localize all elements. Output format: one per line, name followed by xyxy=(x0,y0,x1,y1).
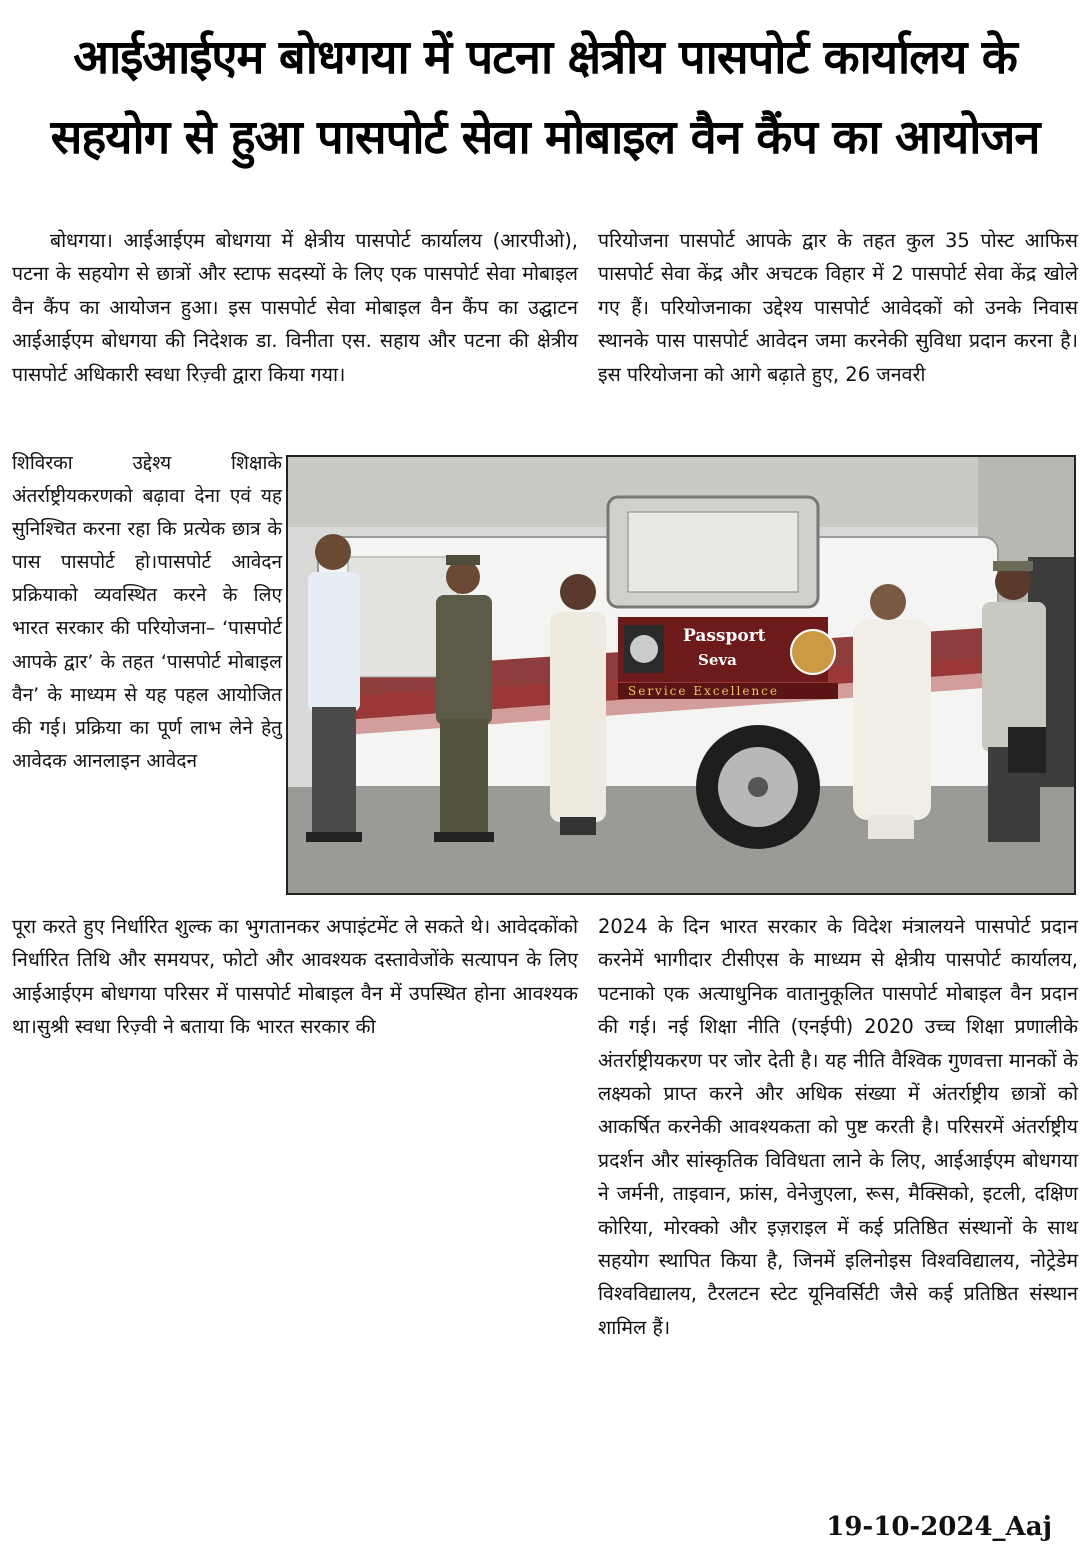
person-3 xyxy=(550,574,606,835)
article-paragraph: शिविरका उद्देश्य शिक्षाके अंतर्राष्ट्रीयकरणको बढ़ावा देना एवं यह सुनिश्चित करना रहा कि प्रत्येक छात्र के पास पासपोर्ट हो।पासपोर्ट आवेदन प्रक्रियाको व्यवस्थित करने के लिए भारत सरकार की परियोजना– ‘पासपोर्ट आपके द्वार’ के तहत ‘पासपोर्ट मोबाइल वैन’ के माध्यम से यह पहल आयोजित की गई। प्रक्रिया का पूर्ण लाभ लेने हेतु आवेदक आनलाइन आवेदन xyxy=(12,452,282,772)
article-paragraph: परियोजना पासपोर्ट आपके द्वार के तहत कुल 35 पोस्ट आफिस पासपोर्ट सेवा केंद्र और अचटक विहार में 2 पासपोर्ट सेवा केंद्र खोले गए हैं। परियोजनाका उद्देश्य पासपोर्ट आवेदकों को उनके निवास स्थानके पास पासपोर्ट आवेदन जमा करनेकी सुविधा प्रदान करना है। इस परियोजना को आगे बढ़ाते हुए, 26 जनवरी xyxy=(598,229,1078,386)
person-2 xyxy=(434,555,494,842)
person-4 xyxy=(853,584,931,839)
van-stripe-text: Service Excellence xyxy=(628,684,779,698)
person-1 xyxy=(306,534,362,842)
article-paragraph: बोधगया। आईआईएम बोधगया में क्षेत्रीय पासपोर्ट कार्यालय (आरपीओ), पटना के सहयोग से छात्रों और स्टाफ सदस्यों के लिए एक पासपोर्ट सेवा मोबाइल वैन कैंप का आयोजन हुआ। इस पासपोर्ट सेवा मोबाइल वैन कैंप का उद्घाटन आईआईएम बोधगया की निदेशक डा. विनीता एस. सहाय और पटना की क्षेत्रीय पासपोर्ट अधिकारी स्वधा रिज़्वी द्वारा किया गया। xyxy=(12,229,578,386)
passport-van-photo xyxy=(288,457,1074,893)
article-left-bottom xyxy=(12,910,578,1044)
article-left-top xyxy=(12,224,578,391)
person-5 xyxy=(982,561,1046,842)
headline-line-2: सहयोग से हुआ पासपोर्ट सेवा मोबाइल वैन कैंप का आयोजन xyxy=(50,110,1040,165)
article-paragraph: पूरा करते हुए निर्धारित शुल्क का भुगतानकर अपाइंटमेंट ले सकते थे। आवेदकोंको निर्धारित तिथि और समयपर, फोटो और आवश्यक दस्तावेजोंके सत्यापन के लिए आईआईएम बोधगया परिसर में पासपोर्ट मोबाइल वैन में उपस्थित होना आवश्यक था।सुश्री स्वधा रिज़्वी ने बताया कि भारत सरकार की xyxy=(12,915,578,1039)
van-sign-title: Passport xyxy=(683,626,766,646)
headline xyxy=(10,18,1080,178)
van-sign-subtitle: Seva xyxy=(698,651,737,669)
article-left-side xyxy=(12,447,282,778)
headline-line-1: आईआईएम बोधगया में पटना क्षेत्रीय पासपोर्ट कार्यालय के xyxy=(73,30,1017,85)
article-right-top xyxy=(598,224,1078,391)
news-photo xyxy=(286,455,1076,895)
dateline: 19-10-2024_Aaj xyxy=(826,1512,1052,1542)
article-right-bottom xyxy=(598,910,1078,1344)
article-paragraph: 2024 के दिन भारत सरकार के विदेश मंत्रालयने पासपोर्ट प्रदान करनेमें भागीदार टीसीएस के माध्यम से क्षेत्रीय पासपोर्ट कार्यालय, पटनाको एक अत्याधुनिक वातानुकूलित पासपोर्ट मोबाइल वैन प्रदान की गई। नई शिक्षा नीति (एनईपी) 2020 उच्च शिक्षा प्रणालीके अंतर्राष्ट्रीयकरण पर जोर देती है। यह नीति वैश्विक गुणवत्ता मानकों के लक्ष्यको प्राप्त करने और अधिक संख्या में अंतर्राष्ट्रीय छात्रों को आकर्षित करनेकी आवश्यकता को पुष्ट करती है। परिसरमें अंतर्राष्ट्रीय प्रदर्शन और सांस्कृतिक विविधता लाने के लिए, आईआईएम बोधगया ने जर्मनी, ताइवान, फ्रांस, वेनेजुएला, रूस, मैक्सिको, इटली, दक्षिण कोरिया, मोरक्को और इज़राइल में कई प्रतिष्ठित संस्थानों के साथ सहयोग स्थापित किया है, जिनमें इलिनोइस विश्वविद्यालय, नोट्रेडेम विश्वविद्यालय, टैरलटन स्टेट यूनिवर्सिटी जैसे कई प्रतिष्ठित संस्थान शामिल हैं। xyxy=(598,915,1078,1339)
